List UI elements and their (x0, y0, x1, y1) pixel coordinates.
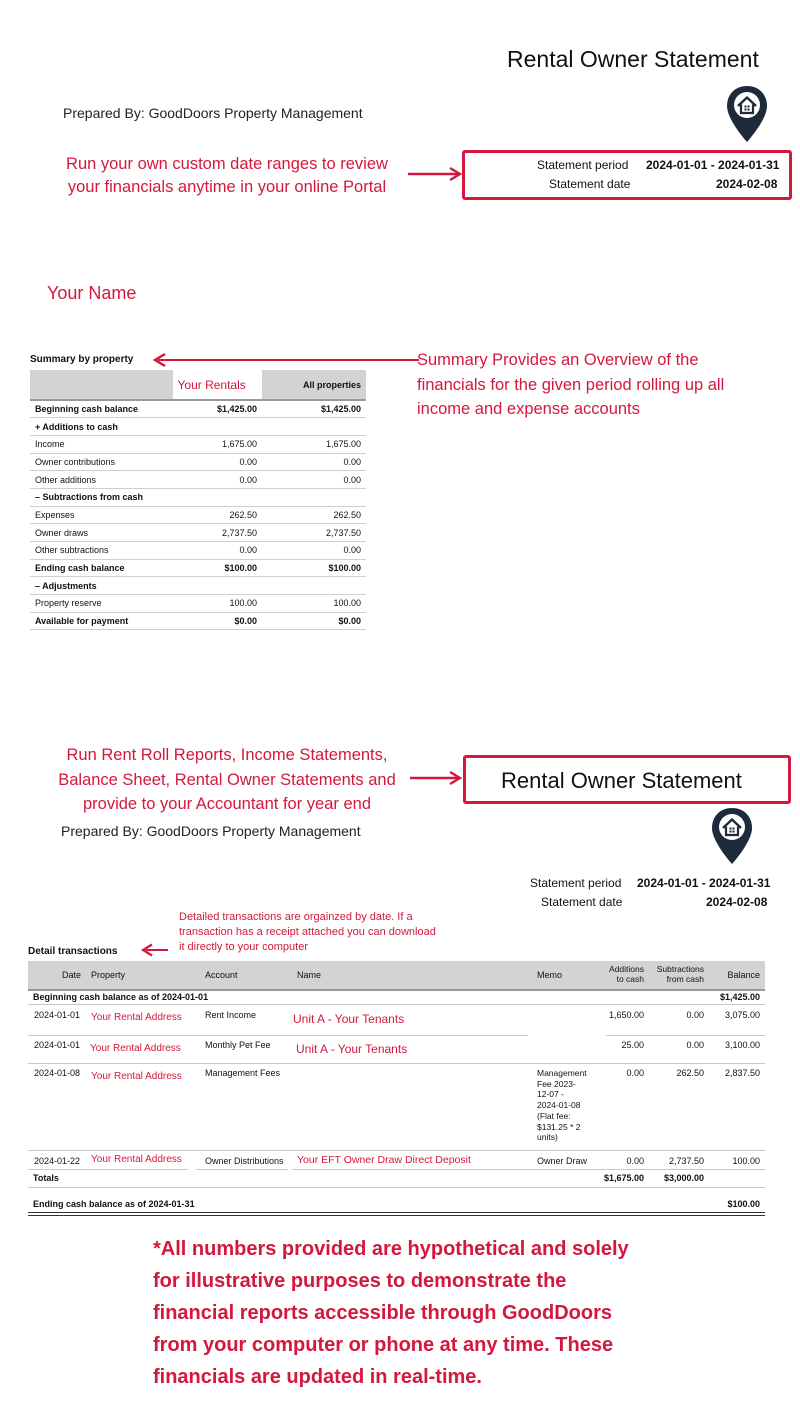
middle-period-value: 2024-01-01 - 2024-01-31 (637, 876, 771, 890)
summary-row (30, 559, 366, 577)
summary-col-all-properties: All properties (262, 370, 366, 400)
summary-row-your-rentals: 2,737.50 (172, 524, 262, 542)
detail-table (28, 961, 765, 1221)
summary-row-your-rentals (172, 418, 262, 436)
summary-row-your-rentals: $1,425.00 (172, 400, 262, 418)
row-property: Your Rental Address (91, 1012, 182, 1023)
row-date: 2024-01-01 (34, 1040, 81, 1050)
summary-note-line: Summary Provides an Overview of the (417, 351, 699, 369)
disclaimer-line: financial reports accessible through GoodDoors (153, 1302, 612, 1324)
summary-row-label: Owner contributions (30, 453, 172, 471)
row-date: 2024-01-08 (34, 1068, 81, 1078)
summary-row-all-properties: $1,425.00 (262, 400, 366, 418)
summary-row-your-rentals: $100.00 (172, 559, 262, 577)
reports-note-line: Run Rent Roll Reports, Income Statements, (66, 746, 388, 764)
arrow-right-icon (406, 166, 464, 182)
summary-row-your-rentals: 100.00 (172, 595, 262, 613)
reports-note (46, 743, 408, 817)
totals-subtractions: $3,000.00 (663, 1173, 704, 1183)
double-rule (28, 1212, 765, 1213)
statement-period-label: Statement period (537, 158, 629, 172)
summary-row-label: Owner draws (30, 524, 172, 542)
table-row (28, 1036, 765, 1064)
summary-row-label: Other additions (30, 471, 172, 489)
ending-balance-label: Ending cash balance as of 2024-01-31 (33, 1199, 195, 1209)
summary-row-label: – Subtractions from cash (30, 488, 172, 506)
reports-note-line: Balance Sheet, Rental Owner Statements and (58, 770, 396, 789)
row-date: 2024-01-22 (34, 1156, 81, 1166)
summary-row (30, 471, 366, 489)
owner-name: Your Name (47, 283, 137, 303)
summary-row-all-properties: $0.00 (262, 612, 366, 630)
header-date: Date (62, 970, 82, 980)
detail-header-row (28, 961, 765, 989)
summary-row-your-rentals: 0.00 (172, 542, 262, 560)
summary-row-your-rentals: 262.50 (172, 506, 262, 524)
beginning-balance-label: Beginning cash balance as of 2024-01-01 (33, 992, 209, 1002)
summary-row-all-properties: 0.00 (262, 542, 366, 560)
memo-line: (Flat fee: (537, 1110, 571, 1121)
page-title-middle: Rental Owner Statement (501, 768, 742, 793)
table-row (28, 1151, 765, 1171)
summary-heading: Summary by property (30, 354, 134, 365)
arrow-left-icon (151, 352, 421, 368)
summary-row (30, 506, 366, 524)
reports-note-line: provide to your Accountant for year end (82, 795, 371, 813)
summary-row (30, 595, 366, 613)
row-memo: Owner Draw (537, 1156, 588, 1166)
statement-date-value: 2024-02-08 (716, 177, 778, 191)
table-row (28, 1064, 765, 1152)
summary-row (30, 418, 366, 436)
summary-row-label: + Additions to cash (30, 418, 172, 436)
row-additions: 1,650.00 (608, 1010, 644, 1020)
summary-row-your-rentals: 0.00 (172, 453, 262, 471)
summary-row (30, 453, 366, 471)
summary-row-your-rentals (172, 488, 262, 506)
summary-row-all-properties: $100.00 (262, 559, 366, 577)
row-rule (28, 1169, 188, 1170)
row-additions: 0.00 (626, 1156, 644, 1166)
row-property: Your Rental Address (91, 1154, 182, 1165)
totals-label: Totals (33, 1173, 59, 1183)
summary-header-blank (30, 370, 172, 400)
row-date: 2024-01-01 (34, 1010, 81, 1020)
row-additions: 0.00 (626, 1068, 644, 1078)
arrow-left-icon (140, 943, 170, 957)
summary-row (30, 400, 366, 418)
summary-row-your-rentals: 0.00 (172, 471, 262, 489)
header-property: Property (91, 970, 126, 980)
summary-table (30, 370, 366, 630)
location-pin-house-icon (724, 84, 770, 144)
page-title-top: Rental Owner Statement (507, 46, 759, 72)
memo-line: $131.25 * 2 (537, 1121, 581, 1132)
summary-row (30, 577, 366, 595)
header-balance: Balance (727, 970, 760, 980)
location-pin-house-icon (709, 806, 755, 866)
summary-row-all-properties: 1,675.00 (262, 435, 366, 453)
summary-row-your-rentals: $0.00 (172, 612, 262, 630)
row-name: Your EFT Owner Draw Direct Deposit (297, 1154, 471, 1166)
row-balance: 100.00 (732, 1156, 760, 1166)
summary-row (30, 524, 366, 542)
row-balance: 3,075.00 (724, 1010, 760, 1020)
row-name: Unit A - Your Tenants (296, 1042, 408, 1056)
summary-row-all-properties (262, 577, 366, 595)
summary-row-all-properties: 0.00 (262, 471, 366, 489)
memo-line: 12-07 - (537, 1089, 564, 1100)
summary-note (417, 348, 724, 422)
summary-row-label: Expenses (30, 506, 172, 524)
row-subtractions: 262.50 (676, 1068, 704, 1078)
header-additions-line: Additions (609, 964, 644, 974)
memo-line: Management (537, 1068, 587, 1078)
header-rule (28, 989, 765, 991)
summary-row-label: Beginning cash balance (30, 400, 172, 418)
row-property: Your Rental Address (90, 1043, 181, 1054)
summary-note-line: income and expense accounts (417, 400, 640, 418)
memo-line: units) (537, 1132, 558, 1143)
memo-line: Fee 2023- (537, 1078, 576, 1089)
header-additions-line: to cash (616, 974, 644, 984)
prepared-by-middle: Prepared By: GoodDoors Property Management (61, 823, 361, 839)
header-additions (594, 964, 644, 984)
summary-row-label: Ending cash balance (30, 559, 172, 577)
summary-row-your-rentals: 1,675.00 (172, 435, 262, 453)
summary-row (30, 542, 366, 560)
summary-col-your-rentals: Your Rentals (172, 370, 262, 400)
detail-note-line: it directly to your computer (179, 941, 308, 953)
detail-note (179, 910, 436, 955)
row-account: Owner Distributions (205, 1156, 284, 1166)
summary-row-label: Property reserve (30, 595, 172, 613)
header-name: Name (297, 970, 322, 980)
disclaimer-line: for illustrative purposes to demonstrate the (153, 1270, 567, 1292)
statement-period-value: 2024-01-01 - 2024-01-31 (646, 158, 780, 172)
summary-row-all-properties: 100.00 (262, 595, 366, 613)
row-balance: 3,100.00 (724, 1040, 760, 1050)
row-account: Management Fees (205, 1068, 281, 1078)
header-memo: Memo (537, 970, 563, 980)
disclaimer-line: *All numbers provided are hypothetical and solely (153, 1238, 629, 1260)
middle-date-value: 2024-02-08 (706, 895, 768, 909)
prepared-by-top: Prepared By: GoodDoors Property Management (63, 105, 363, 121)
beginning-balance-value: $1,425.00 (719, 992, 760, 1002)
header-account: Account (205, 970, 238, 980)
disclaimer (153, 1233, 629, 1393)
detail-note-line: Detailed transactions are orgainzed by date. If a (179, 911, 413, 923)
detail-note-line: transaction has a receipt attached you can download (179, 926, 436, 938)
summary-row-all-properties (262, 488, 366, 506)
middle-period-label: Statement period (530, 876, 622, 890)
statement-date-label: Statement date (549, 177, 631, 191)
row-subtractions: 2,737.50 (668, 1156, 704, 1166)
summary-row-label: Income (30, 435, 172, 453)
row-additions: 25.00 (621, 1040, 644, 1050)
summary-row-all-properties: 0.00 (262, 453, 366, 471)
summary-note-line: financials for the given period rolling up all (417, 375, 725, 394)
summary-row-label: – Adjustments (30, 577, 172, 595)
portal-note (54, 153, 400, 199)
table-row (28, 1005, 765, 1035)
summary-row-label: Other subtractions (30, 542, 172, 560)
memo-line: 2024-01-08 (537, 1100, 581, 1111)
row-property: Your Rental Address (91, 1071, 182, 1082)
statement-period-box (462, 150, 792, 200)
arrow-right-icon (408, 770, 464, 786)
summary-header-row (30, 370, 366, 400)
detail-heading: Detail transactions (28, 946, 118, 957)
header-subtractions (648, 964, 704, 984)
totals-additions: $1,675.00 (603, 1173, 644, 1183)
row-subtractions: 0.00 (686, 1010, 704, 1020)
summary-row (30, 435, 366, 453)
summary-row-label: Available for payment (30, 612, 172, 630)
portal-note-line: your financials anytime in your online Portal (67, 178, 387, 196)
row-subtractions: 0.00 (686, 1040, 704, 1050)
disclaimer-line: from your computer or phone at any time. These (153, 1334, 614, 1356)
header-subtractions-line: from cash (666, 974, 704, 984)
summary-row (30, 612, 366, 630)
ending-balance-value: $100.00 (727, 1199, 760, 1209)
row-account: Rent Income (205, 1010, 257, 1020)
row-rule (292, 1169, 765, 1170)
middle-date-label: Statement date (541, 895, 623, 909)
row-rule (28, 1187, 765, 1188)
row-memo (537, 1068, 587, 1143)
summary-row-all-properties: 2,737.50 (262, 524, 366, 542)
row-balance: 2,837.50 (724, 1068, 760, 1078)
summary-row-all-properties (262, 418, 366, 436)
row-rule (196, 1169, 288, 1170)
header-subtractions-line: Subtractions (656, 964, 704, 974)
summary-row (30, 488, 366, 506)
summary-row-all-properties: 262.50 (262, 506, 366, 524)
disclaimer-line: financials are updated in real-time. (153, 1366, 482, 1388)
double-rule (28, 1215, 765, 1216)
portal-note-line: Run your own custom date ranges to review (66, 155, 388, 173)
summary-row-your-rentals (172, 577, 262, 595)
statement-title-box (463, 755, 791, 804)
row-name: Unit A - Your Tenants (293, 1012, 405, 1026)
row-account: Monthly Pet Fee (205, 1040, 271, 1050)
